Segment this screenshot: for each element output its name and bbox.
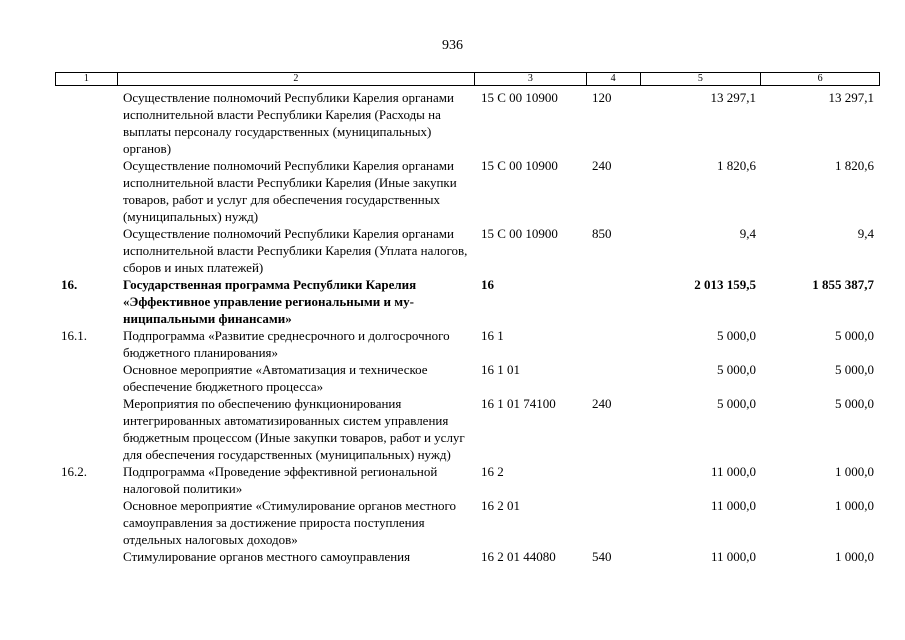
row-value-col6: 1 000,0	[835, 464, 874, 479]
row-number	[55, 157, 117, 225]
row-code: 16 1 01	[481, 362, 520, 377]
row-expense-type	[587, 497, 641, 548]
row-value-col6: 1 000,0	[835, 549, 874, 564]
row-value-col5: 13 297,1	[710, 90, 756, 105]
row-value-col6: 5 000,0	[835, 396, 874, 411]
row-name: Государственная программа Республики Карелия «Эффективное управление региональными и муниципальными финансами»	[123, 277, 417, 326]
row-value-col5: 11 000,0	[710, 464, 756, 479]
row-value-col5: 5 000,0	[717, 362, 756, 377]
row-name: Мероприятия по обеспечению функционирования интегрированных автоматизированных систем управления бюджетным процессом (Иные закупки товаров, работ и услуг для обеспечения государственных (муниципальных) нужд)	[123, 396, 465, 462]
row-name: Осуществление полномочий Республики Карелия органами исполнительной власти Республики Карелия (Иные закупки товаров, работ и услуг для обеспечения государственных (муниципальных) нужд)	[123, 158, 457, 224]
row-number	[55, 548, 117, 565]
row-value-col5: 11 000,0	[710, 498, 756, 513]
table-row	[55, 395, 880, 463]
row-code: 16 2	[481, 464, 504, 479]
row-expense-type: 240	[592, 396, 612, 411]
table-row	[55, 497, 880, 548]
row-code: 15 С 00 10900	[481, 90, 558, 105]
row-code: 15 С 00 10900	[481, 158, 558, 173]
table-row	[55, 327, 880, 361]
table-row	[55, 89, 880, 157]
row-number	[55, 89, 117, 157]
row-expense-type	[587, 361, 641, 395]
row-value-col6: 9,4	[857, 226, 874, 241]
column-header-3: 3	[475, 73, 587, 85]
row-name: Подпрограмма «Проведение эффективной региональной налоговой политики»	[123, 464, 438, 496]
row-number	[55, 497, 117, 548]
row-value-col5: 5 000,0	[717, 328, 756, 343]
table-row	[55, 157, 880, 225]
page-number: 936	[442, 38, 463, 53]
row-value-col6: 1 855 387,7	[812, 277, 874, 292]
row-name: Осуществление полномочий Республики Карелия органами исполнительной власти Республики Карелия (Уплата налогов, сборов и иных платежей)	[123, 226, 468, 275]
row-value-col5: 11 000,0	[710, 549, 756, 564]
row-value-col5: 5 000,0	[717, 396, 756, 411]
row-name: Стимулирование органов местного самоуправления	[123, 549, 411, 564]
row-number	[55, 225, 117, 276]
table-row	[55, 225, 880, 276]
row-value-col6: 13 297,1	[828, 90, 874, 105]
table-body	[55, 89, 880, 565]
row-code: 15 С 00 10900	[481, 226, 558, 241]
column-header-6: 6	[817, 73, 823, 84]
column-header-1: 1	[56, 73, 118, 85]
row-value-col5: 9,4	[739, 226, 756, 241]
row-name: Основное мероприятие «Автоматизация и техническое обеспечение бюджетного процесса»	[123, 362, 428, 394]
row-value-col6: 5 000,0	[835, 362, 874, 377]
row-number: 16.1.	[61, 328, 87, 343]
table-row	[55, 548, 880, 565]
row-number: 16.	[61, 277, 78, 292]
table-row	[55, 361, 880, 395]
row-code: 16 1	[481, 328, 504, 343]
row-expense-type	[587, 463, 641, 497]
row-code: 16 2 01	[481, 498, 520, 513]
row-expense-type	[587, 327, 641, 361]
row-expense-type: 240	[592, 158, 612, 173]
row-number: 16.2.	[61, 464, 87, 479]
row-name: Осуществление полномочий Республики Карелия органами исполнительной власти Республики Карелия (Расходы на выплаты персоналу государственных (муниципальных) органов)	[123, 90, 454, 156]
row-number	[55, 361, 117, 395]
table-row	[55, 276, 880, 327]
row-expense-type: 850	[592, 226, 612, 241]
row-expense-type: 540	[592, 549, 612, 564]
row-name: Основное мероприятие «Стимулирование органов местного самоуправления за достижение прироста поступления отдельных налоговых доходов»	[123, 498, 457, 547]
row-value-col5: 2 013 159,5	[694, 277, 756, 292]
row-code: 16 1 01 74100	[481, 396, 556, 411]
row-expense-type	[587, 276, 641, 327]
column-header-4: 4	[587, 73, 641, 85]
row-number	[55, 395, 117, 463]
row-value-col6: 1 000,0	[835, 498, 874, 513]
table-header-row	[55, 72, 880, 86]
column-header-2: 2	[118, 73, 475, 85]
row-code: 16 2 01 44080	[481, 549, 556, 564]
row-code: 16	[481, 277, 494, 292]
table-row	[55, 463, 880, 497]
column-header-5: 5	[641, 73, 762, 85]
row-value-col5: 1 820,6	[717, 158, 756, 173]
row-value-col6: 1 820,6	[835, 158, 874, 173]
row-name: Подпрограмма «Развитие среднесрочного и долгосрочного бюджетного планирования»	[123, 328, 450, 360]
row-value-col6: 5 000,0	[835, 328, 874, 343]
row-expense-type: 120	[592, 90, 612, 105]
